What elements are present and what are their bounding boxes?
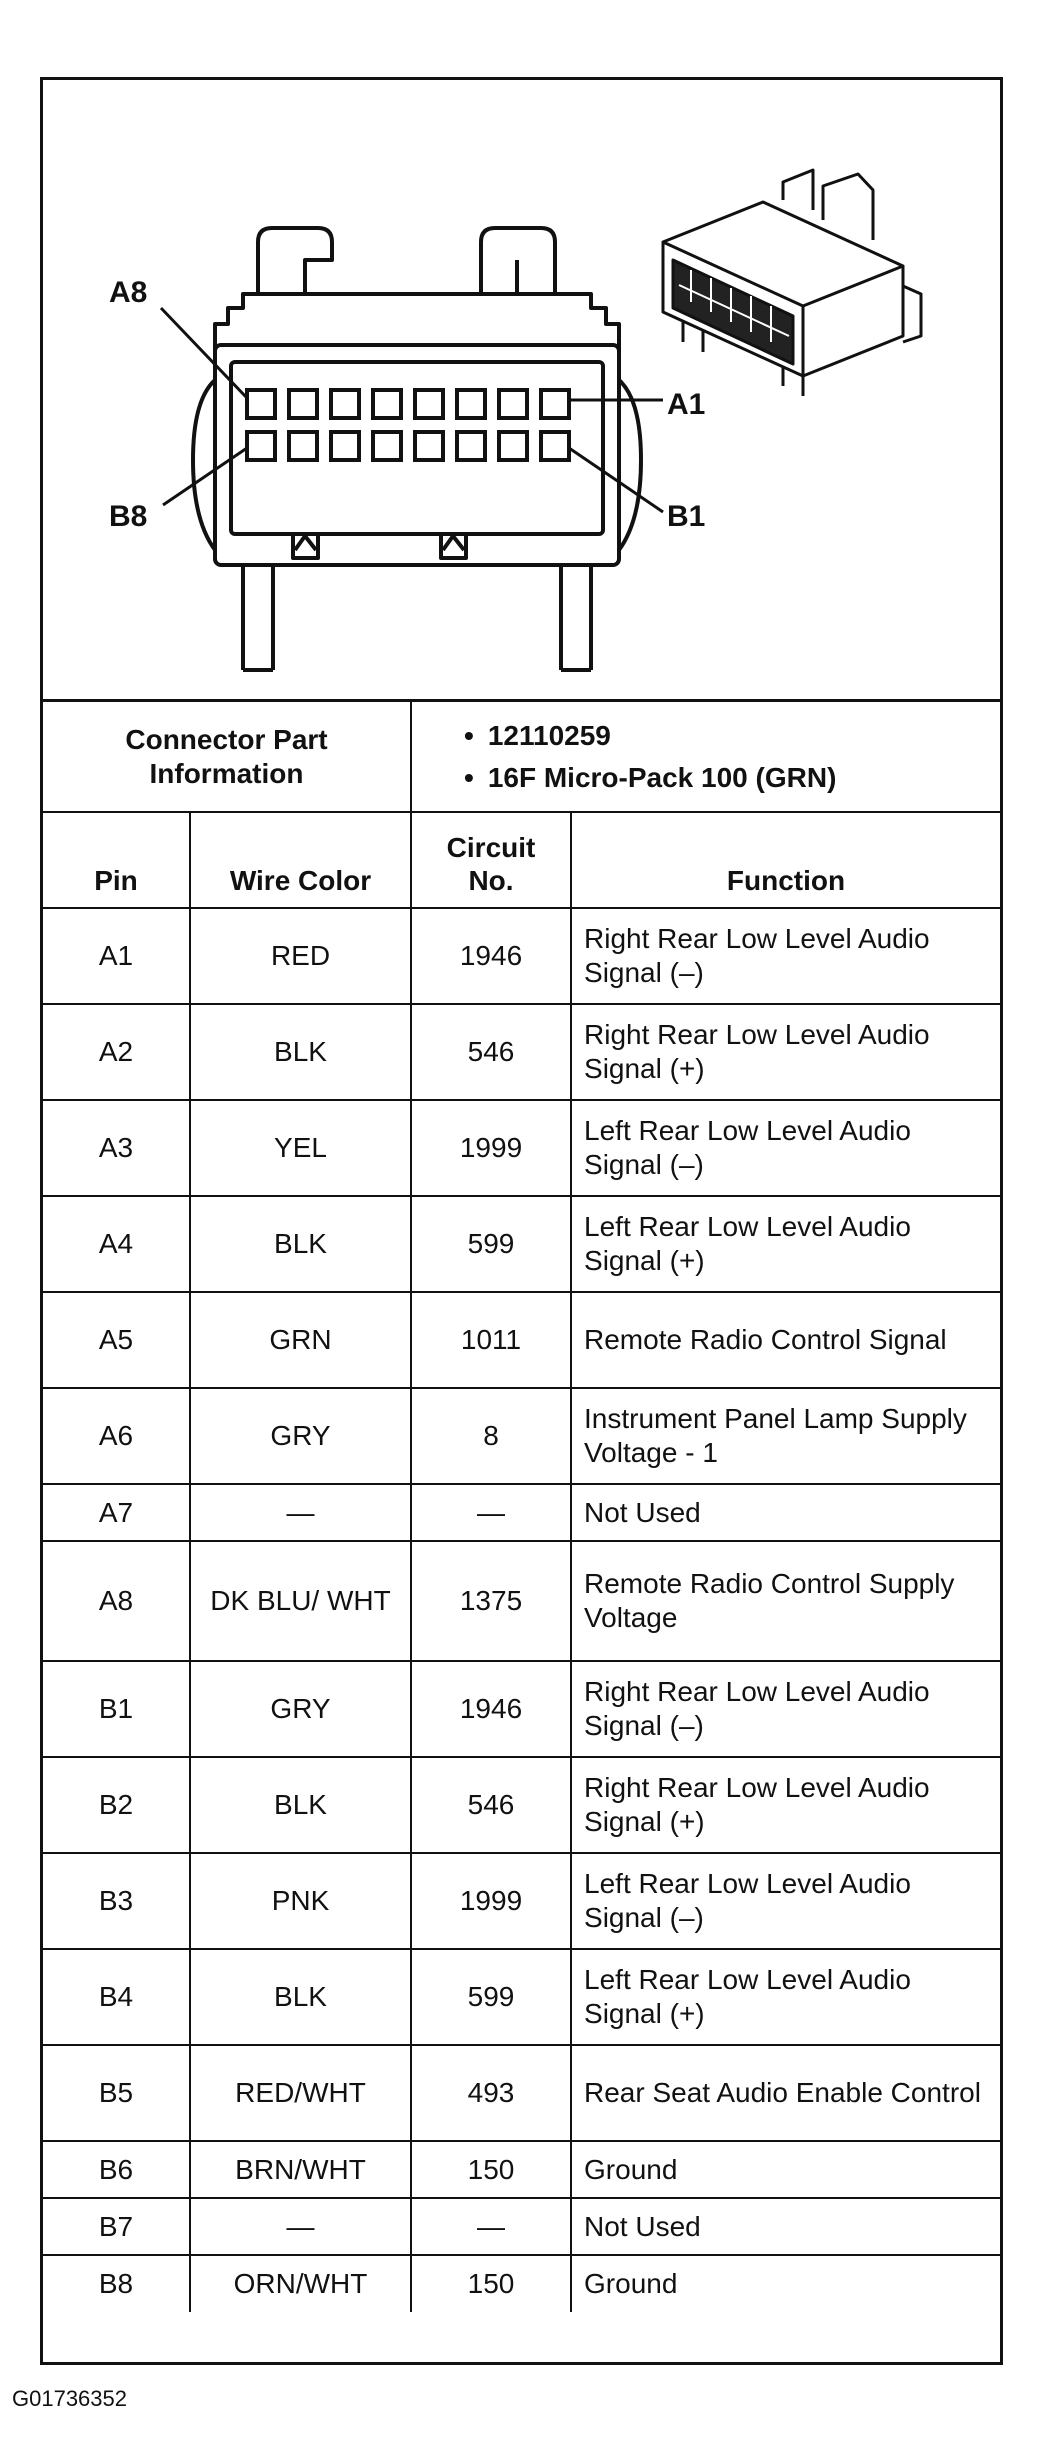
table-row: [43, 1100, 1000, 1196]
cell-wire-color: BLK: [190, 1949, 411, 2045]
cell-function: Right Rear Low Level Audio Signal (–): [571, 908, 1000, 1004]
cell-circuit-no: 493: [411, 2045, 571, 2141]
cell-wire-color: BLK: [190, 1004, 411, 1100]
cell-pin: A1: [43, 908, 190, 1004]
figure-id: G01736352: [12, 2386, 127, 2411]
table-row: [43, 2141, 1000, 2198]
connector-info-row: [43, 702, 1000, 812]
cell-pin: A8: [43, 1541, 190, 1661]
cell-circuit-no: 1999: [411, 1100, 571, 1196]
header-wire-color: Wire Color: [190, 812, 411, 908]
connector-info-label: Connector Part Information: [43, 702, 411, 812]
cell-circuit-no: —: [411, 1484, 571, 1541]
cell-wire-color: GRN: [190, 1292, 411, 1388]
connector-description: • 16F Micro-Pack 100 (GRN): [464, 757, 990, 799]
header-pin: Pin: [43, 812, 190, 908]
cell-circuit-no: 599: [411, 1196, 571, 1292]
cell-function: Left Rear Low Level Audio Signal (–): [571, 1853, 1000, 1949]
table-row: [43, 1661, 1000, 1757]
cell-pin: A4: [43, 1196, 190, 1292]
cell-circuit-no: —: [411, 2198, 571, 2255]
cell-pin: B2: [43, 1757, 190, 1853]
table-row: [43, 2045, 1000, 2141]
table-row: [43, 2255, 1000, 2312]
cell-wire-color: DK BLU/ WHT: [190, 1541, 411, 1661]
cell-circuit-no: 1946: [411, 1661, 571, 1757]
table-row: [43, 1484, 1000, 1541]
table-row: [43, 1541, 1000, 1661]
cell-pin: B6: [43, 2141, 190, 2198]
connector-diagram: [43, 80, 1000, 702]
connector-sheet: [40, 77, 1003, 2365]
table-body: [43, 908, 1000, 2312]
cell-circuit-no: 1946: [411, 908, 571, 1004]
cell-circuit-no: 150: [411, 2141, 571, 2198]
table-row: [43, 1757, 1000, 1853]
cell-circuit-no: 1999: [411, 1853, 571, 1949]
cell-pin: B3: [43, 1853, 190, 1949]
header-circuit-no: Circuit No.: [411, 812, 571, 908]
connector-3d-icon: [663, 170, 921, 396]
label-a8: A8: [109, 276, 148, 309]
cell-circuit-no: 546: [411, 1004, 571, 1100]
cell-function: Ground: [571, 2141, 1000, 2198]
cell-wire-color: —: [190, 2198, 411, 2255]
cell-pin: A2: [43, 1004, 190, 1100]
table-row: [43, 1853, 1000, 1949]
cell-pin: B8: [43, 2255, 190, 2312]
cell-circuit-no: 150: [411, 2255, 571, 2312]
cell-function: Not Used: [571, 1484, 1000, 1541]
cell-function: Remote Radio Control Supply Voltage: [571, 1541, 1000, 1661]
connector-face-drawing: [43, 80, 1000, 699]
cell-circuit-no: 599: [411, 1949, 571, 2045]
table-row: [43, 1196, 1000, 1292]
cell-wire-color: YEL: [190, 1100, 411, 1196]
cell-function: Right Rear Low Level Audio Signal (+): [571, 1757, 1000, 1853]
cell-function: Remote Radio Control Signal: [571, 1292, 1000, 1388]
table-row: [43, 1292, 1000, 1388]
header-function: Function: [571, 812, 1000, 908]
cell-wire-color: BLK: [190, 1757, 411, 1853]
cell-wire-color: BRN/WHT: [190, 2141, 411, 2198]
label-b1: B1: [667, 500, 706, 533]
cell-wire-color: RED: [190, 908, 411, 1004]
label-a1: A1: [667, 388, 706, 421]
cell-pin: A6: [43, 1388, 190, 1484]
cell-wire-color: —: [190, 1484, 411, 1541]
cell-function: Ground: [571, 2255, 1000, 2312]
cell-function: Right Rear Low Level Audio Signal (–): [571, 1661, 1000, 1757]
connector-info-list: [411, 702, 1000, 812]
cell-wire-color: BLK: [190, 1196, 411, 1292]
cell-pin: B4: [43, 1949, 190, 2045]
table-header-row: [43, 812, 1000, 908]
cell-circuit-no: 1011: [411, 1292, 571, 1388]
cell-function: Not Used: [571, 2198, 1000, 2255]
cell-pin: B1: [43, 1661, 190, 1757]
cell-wire-color: ORN/WHT: [190, 2255, 411, 2312]
cell-function: Rear Seat Audio Enable Control: [571, 2045, 1000, 2141]
cell-wire-color: GRY: [190, 1388, 411, 1484]
cell-function: Left Rear Low Level Audio Signal (–): [571, 1100, 1000, 1196]
table-row: [43, 1388, 1000, 1484]
connector-part-number: • 12110259: [464, 715, 990, 757]
table-row: [43, 1949, 1000, 2045]
cell-pin: B5: [43, 2045, 190, 2141]
cell-pin: B7: [43, 2198, 190, 2255]
cell-pin: A7: [43, 1484, 190, 1541]
cell-pin: A5: [43, 1292, 190, 1388]
cell-wire-color: PNK: [190, 1853, 411, 1949]
cell-pin: A3: [43, 1100, 190, 1196]
label-b8: B8: [109, 500, 148, 533]
pinout-table: [43, 702, 1000, 2312]
cell-circuit-no: 1375: [411, 1541, 571, 1661]
table-row: [43, 2198, 1000, 2255]
cell-function: Left Rear Low Level Audio Signal (+): [571, 1949, 1000, 2045]
cell-wire-color: GRY: [190, 1661, 411, 1757]
cell-circuit-no: 546: [411, 1757, 571, 1853]
table-row: [43, 1004, 1000, 1100]
table-row: [43, 908, 1000, 1004]
cell-wire-color: RED/WHT: [190, 2045, 411, 2141]
cell-function: Left Rear Low Level Audio Signal (+): [571, 1196, 1000, 1292]
cell-circuit-no: 8: [411, 1388, 571, 1484]
cell-function: Instrument Panel Lamp Supply Voltage - 1: [571, 1388, 1000, 1484]
cell-function: Right Rear Low Level Audio Signal (+): [571, 1004, 1000, 1100]
